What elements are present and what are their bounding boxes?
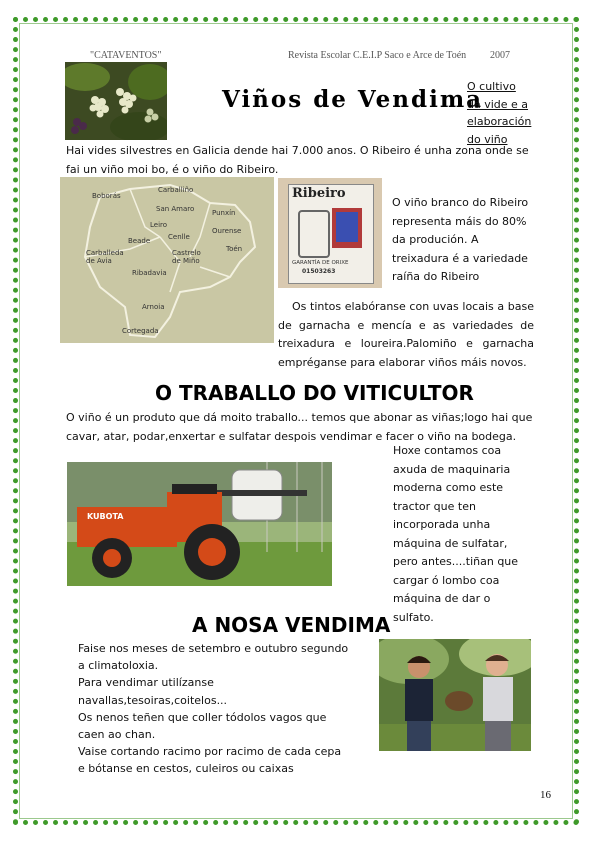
map-place: Arnoia <box>142 303 165 311</box>
white-wine-text: O viño branco do Ribeiro representa máis do 80% da produción. A treixadura é a variedade raíña do Ribeiro <box>392 196 529 283</box>
vendima-line: Os nenos teñen que coller tódolos vagos que <box>78 710 327 724</box>
tractor-text: Hoxe contamos coa axuda de maquinaria moderna como este tractor que ten incorporada unha máquina de sulfatar, pero antes....tiñan que cargar ó lombo coa máquina de dar o sulfato. <box>393 444 519 624</box>
tractor-photo <box>67 462 332 586</box>
red-wine-text: Os tintos elabóranse con uvas locais a base de garnacha e mencía e as variedades de treixadura e loureira.Palomiño e garnacha empréganse para elaborar viños máis novos. <box>278 300 534 369</box>
label-number: 01503263 <box>302 268 336 275</box>
label-brand: Ribeiro <box>292 186 346 201</box>
header-magazine: "CATAVENTOS" <box>90 50 162 61</box>
page-title: Viños de Vendima <box>222 86 484 113</box>
page-number: 16 <box>540 789 551 801</box>
vendima-line: navallas,tesoiras,coitelos... <box>78 693 228 707</box>
map-place: Punxín <box>212 209 236 217</box>
vendima-line: Para vendimar utilízanse <box>78 676 214 690</box>
map-place: San Amaro <box>156 205 195 213</box>
cultivo-line: do viño <box>467 132 508 146</box>
cultivo-line: da vide e a <box>467 97 529 111</box>
tractor-brand: KUBOTA <box>87 512 124 521</box>
map-place: Ribadavia <box>132 269 167 277</box>
vendima-text <box>78 640 378 778</box>
vendima-line: Faise nos meses de setembro e outubro segundo <box>78 642 349 655</box>
vendima-line: Vaise cortando racimo por racimo de cada cepa <box>78 745 342 759</box>
viticultor-text: O viño é un produto que dá moito traballo... temos que abonar as viñas;logo hai que cavar, atar, podar,enxertar e sulfatar despois vendimar e facer o viño na bodega. <box>66 411 533 443</box>
cultivo-subtitle <box>467 78 547 148</box>
map-place: Ourense <box>212 227 242 235</box>
ribeiro-map <box>60 177 274 343</box>
ribeiro-label-photo <box>278 178 382 288</box>
map-place: Leiro <box>150 221 168 229</box>
header-year: 2007 <box>490 50 510 61</box>
map-place: Cenlle <box>168 233 190 241</box>
intro-text: Hai vides silvestres en Galicia dende hai 7.000 anos. O Ribeiro é unha zona onde se fai un viño moi bo, é o viño do Ribeiro. <box>66 144 529 176</box>
section-title-viticultor: O TRABALLO DO VITICULTOR <box>155 381 474 405</box>
header-school: Revista Escolar C.E.I.P Saco e Arce de Toén <box>288 50 467 61</box>
label-guarantee: GARANTÍA DE ORIXE <box>292 260 349 266</box>
harvest-kids-photo <box>379 639 531 751</box>
map-place: Castrelo de Miño <box>172 249 201 265</box>
vendima-line: caen ao chan. <box>78 728 156 742</box>
vendima-line: a climatoloxia. <box>78 659 159 673</box>
map-place: Carballeda de Avia <box>86 249 124 265</box>
cultivo-line: elaboración <box>467 115 532 128</box>
grapes-photo <box>65 62 167 140</box>
cultivo-line: O cultivo <box>467 80 516 93</box>
map-place: Carballiño <box>158 186 194 194</box>
map-place: Toén <box>226 245 243 253</box>
map-place: Beade <box>128 237 151 245</box>
vendima-line: e bótanse en cestos, culeiros ou caixas <box>78 762 294 776</box>
section-title-vendima: A NOSA VENDIMA <box>192 613 391 637</box>
map-place: Cortegada <box>122 327 159 335</box>
map-place: Boborás <box>92 192 121 200</box>
